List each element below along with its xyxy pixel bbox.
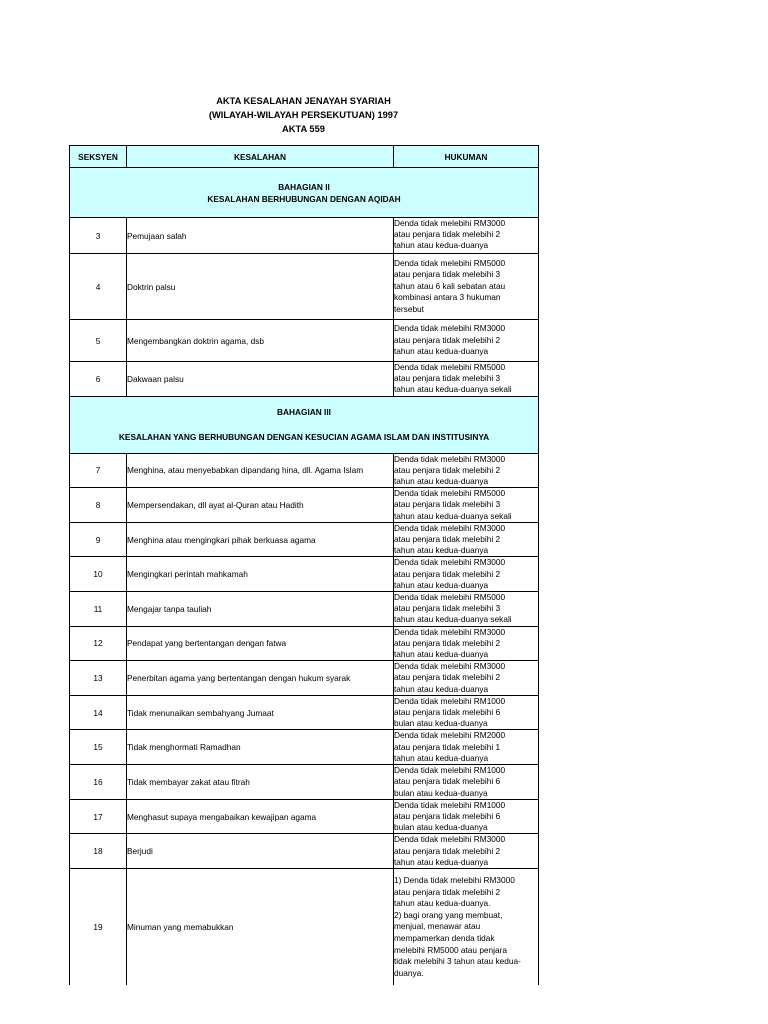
penalty-line: mempamerkan denda tidak [394,932,495,943]
penalty-line: atau penjara tidak melebihi 2 [394,334,501,345]
penalty-line: atau penjara tidak melebihi 6 [394,707,501,718]
header-penalty: HUKUMAN [394,146,539,168]
penalty-line: tidak melebihi 3 tahun atau kedua- [394,956,521,967]
penalty-line: tahun atau kedua-duanya [394,346,489,357]
penalty-line: atau penjara tidak melebihi 2 [394,534,501,545]
penalty-line: 1) Denda tidak melebihi RM3000 [394,875,515,885]
penalty-line: atau penjara tidak melebihi 3 [394,373,501,384]
penalty-line: atau penjara tidak melebihi 2 [394,845,501,856]
penalty-line: tahun atau 6 kali sebatan atau [394,280,506,291]
penalty-cell [394,626,539,661]
penalty-line: tahun atau kedua-duanya [394,579,489,590]
header-offence: KESALAHAN [127,146,394,168]
offence-cell: Dakwaan palsu [127,362,394,397]
section-number: 7 [70,453,127,488]
part2-heading [70,168,539,218]
section-number: 10 [70,557,127,592]
penalty-cell [394,362,539,397]
section-number: 12 [70,626,127,661]
table-row [70,557,539,592]
offence-cell: Menghina, atau menyebabkan dipandang hina, dll. Agama Islam [127,453,394,488]
title-line-3: AKTA 559 [282,124,325,134]
penalty-line: atau penjara tidak melebihi 2 [394,464,501,475]
offence-cell: Minuman yang memabukkan [127,868,394,985]
table-row [70,218,539,254]
offence-cell: Menghasut supaya mengabaikan kewajipan agama [127,799,394,834]
penalty-cell [394,834,539,869]
penalty-line: tahun atau kedua-duanya sekali [394,510,512,521]
penalty-line: Denda tidak melebihi RM1000 [394,765,506,776]
penalty-line: atau penjara tidak melebihi 3 [394,499,501,510]
table-row [70,592,539,627]
penalty-line: atau penjara tidak melebihi 6 [394,776,501,787]
penalty-line: Denda tidak melebihi RM3000 [394,323,506,334]
penalty-cell [394,592,539,627]
penalty-line: 2) bagi orang yang membuat, [394,909,503,920]
header-section: SEKSYEN [70,146,127,168]
offence-cell: Berjudi [127,834,394,869]
part2-subtitle: KESALAHAN BERHUBUNGAN DENGAN AQIDAH [207,193,401,204]
penalty-cell [394,557,539,592]
penalty-line: atau penjara tidak melebihi 2 [394,637,501,648]
table-header-row [70,146,539,168]
penalty-cell [394,488,539,523]
table-row [70,453,539,488]
penalty-line: Denda tidak melebihi RM3000 [394,834,506,845]
penalty-line: tersebut [394,303,424,314]
penalty-line: tahun atau kedua-duanya [394,240,489,251]
penalty-line: kombinasi antara 3 hukuman [394,292,501,303]
penalty-line: tahun atau kedua-duanya [394,683,489,694]
penalty-cell [394,695,539,730]
section-number: 17 [70,799,127,834]
section-number: 8 [70,488,127,523]
part2-title: BAHAGIAN II [278,181,330,192]
penalty-line: Denda tidak melebihi RM1000 [394,799,506,810]
penalty-line: atau penjara tidak melebihi 6 [394,810,501,821]
penalty-line: Denda tidak melebihi RM3000 [394,661,506,672]
penalty-line: atau penjara tidak melebihi 2 [394,886,501,897]
offence-cell: Mengingkari perintah mahkamah [127,557,394,592]
table-row [70,834,539,869]
penalty-cell [394,661,539,696]
section-number: 13 [70,661,127,696]
penalty-line: tahun atau kedua-duanya [394,545,489,556]
penalty-line: duanya. [394,967,424,978]
table-row [70,730,539,765]
penalty-line: Denda tidak melebihi RM5000 [394,488,506,499]
part-heading-row [70,396,539,453]
offence-cell: Penerbitan agama yang bertentangan dengan hukum syarak [127,661,394,696]
table-row [70,868,539,985]
part-heading-row [70,168,539,218]
penalty-cell [394,522,539,557]
penalty-line: tahun atau kedua-duanya sekali [394,614,512,625]
table-row [70,254,539,320]
table-row [70,695,539,730]
penalty-line: Denda tidak melebihi RM1000 [394,695,506,706]
section-number: 11 [70,592,127,627]
penalty-cell [394,218,539,254]
offence-cell: Tidak menunaikan sembahyang Jumaat [127,695,394,730]
offence-cell: Doktrin palsu [127,254,394,320]
table-row [70,362,539,397]
penalty-line: melebihi RM5000 atau penjara [394,944,508,955]
penalty-cell [394,254,539,320]
penalty-line: atau penjara tidak melebihi 2 [394,568,501,579]
title-line-2: (WILAYAH-WILAYAH PERSEKUTUAN) 1997 [208,110,399,120]
penalty-line: Denda tidak melebihi RM3000 [394,626,506,637]
part3-heading [70,396,539,453]
table-row [70,488,539,523]
offence-cell: Pendapat yang bertentangan dengan fatwa [127,626,394,661]
penalty-cell [394,730,539,765]
part3-title: BAHAGIAN III [277,407,331,418]
penalty-line: atau penjara tidak melebihi 2 [394,229,501,240]
penalty-line: tahun atau kedua-duanya [394,476,489,487]
penalty-line: Denda tidak melebihi RM3000 [394,218,506,228]
penalty-line: Denda tidak melebihi RM5000 [394,592,506,603]
table-row [70,661,539,696]
offence-cell: Tidak membayar zakat atau fitrah [127,765,394,800]
section-number: 5 [70,320,127,362]
penalty-line: Denda tidak melebihi RM3000 [394,557,506,568]
section-number: 3 [70,218,127,254]
table-row [70,320,539,362]
penalty-line: Denda tidak melebihi RM2000 [394,730,506,741]
document-title [69,94,538,136]
penalty-line: tahun atau kedua-duanya [394,752,489,763]
penalty-line: atau penjara tidak melebihi 2 [394,672,501,683]
penalty-line: bulan atau kedua-duanya [394,787,488,798]
section-number: 19 [70,868,127,985]
table-row [70,522,539,557]
penalty-line: atau penjara tidak melebihi 1 [394,741,501,752]
section-number: 18 [70,834,127,869]
penalty-cell [394,320,539,362]
penalty-line: bulan atau kedua-duanya [394,718,488,729]
offence-cell: Mengembangkan doktrin agama, dsb [127,320,394,362]
title-line-1: AKTA KESALAHAN JENAYAH SYARIAH [216,96,391,106]
offence-cell: Mempersendakan, dll ayat al-Quran atau Hadith [127,488,394,523]
penalty-line: Denda tidak melebihi RM5000 [394,257,506,268]
offence-cell: Menghina atau mengingkari pihak berkuasa agama [127,522,394,557]
penalty-cell [394,765,539,800]
table-row [70,799,539,834]
penalty-line: atau penjara tidak melebihi 3 [394,603,501,614]
section-number: 16 [70,765,127,800]
offences-table [69,145,539,985]
section-number: 6 [70,362,127,397]
penalty-line: tahun atau kedua-duanya [394,856,489,867]
penalty-line: Denda tidak melebihi RM5000 [394,362,506,372]
penalty-line: tahun atau kedua-duanya sekali [394,384,512,395]
penalty-line: Denda tidak melebihi RM3000 [394,453,506,464]
section-number: 14 [70,695,127,730]
section-number: 15 [70,730,127,765]
section-number: 4 [70,254,127,320]
penalty-line: tahun atau kedua-duanya [394,649,489,660]
part3-subtitle: KESALAHAN YANG BERHUBUNGAN DENGAN KESUCIAN AGAMA ISLAM DAN INSTITUSINYA [118,432,490,443]
section-number: 9 [70,522,127,557]
penalty-line: menjual, menawar atau [394,921,481,932]
penalty-line: Denda tidak melebihi RM3000 [394,522,506,533]
table-row [70,765,539,800]
offence-cell: Tidak menghormati Ramadhan [127,730,394,765]
table-row [70,626,539,661]
offence-cell: Pemujaan salah [127,218,394,254]
penalty-cell [394,868,539,985]
penalty-cell [394,799,539,834]
penalty-line: atau penjara tidak melebihi 3 [394,269,501,280]
penalty-cell [394,453,539,488]
penalty-line: tahun atau kedua-duanya. [394,898,491,909]
offence-cell: Mengajar tanpa tauliah [127,592,394,627]
penalty-line: bulan atau kedua-duanya [394,822,488,833]
